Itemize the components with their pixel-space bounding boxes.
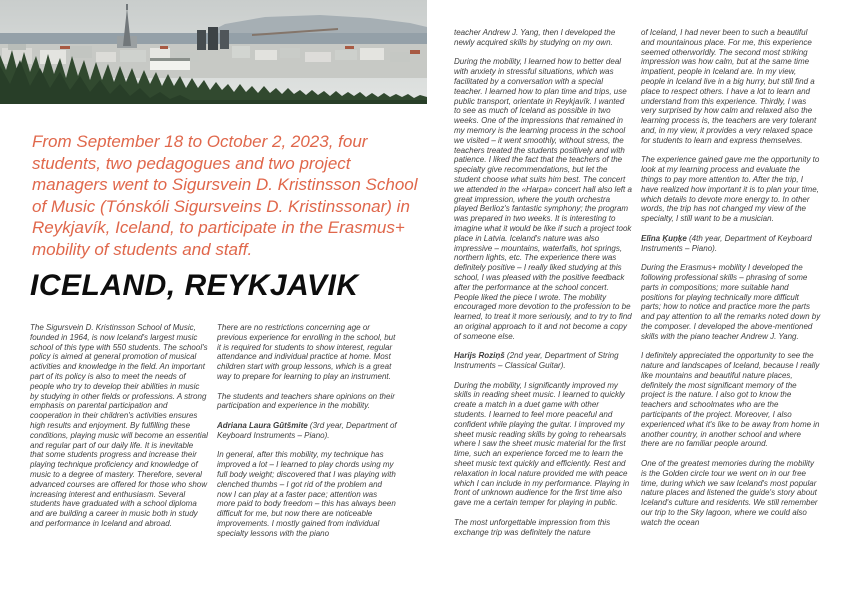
paragraph: [454, 518, 633, 538]
paragraph-text: (4th year, Department of Keyboard Instruments – Piano).: [641, 233, 812, 253]
paragraph-text: There are no restrictions concerning age or previous experience for enrolling in the school, but it is required for students to show interest, regular attendance and individual practice at home. Most children start with group lessons, which is a great way to prepare for learning to play an instrument.: [217, 323, 396, 381]
paragraph-text: I definitely appreciated the opportunity to see the nature and landscapes of Iceland, because I really like mountains and beautiful nature places, definitely the most significant memory of the project is the nature. I also got to know the teachers and schoolmates who are the participants of the project. Moreover, I also experienced what it's like to be away from home in another country, in another school and where there are no familiar people around.: [641, 351, 820, 449]
paragraph-text: During the mobility, I significantly improved my skills in reading sheet music. I learned to quickly create a match in a duet game with other students. I learned to feel more peaceful and confident while playing the guitar. I improved my sheet music reading skills by going to rehearsals where I saw the sheet music material for the first time, such an experience forced me to learn the sheet music text quickly and efficiently. Rest and relaxation in local nature provided me with peace which I can include in my performance. Playing in front of unknown audience for the first time also gave me a certain temper for playing in public.: [454, 380, 630, 508]
contributor-name: Harijs Roziņš: [454, 351, 507, 361]
paragraph: [217, 421, 397, 441]
text-column-1: [30, 323, 208, 529]
paragraph: [454, 351, 633, 371]
paragraph: [217, 450, 397, 538]
paragraph-text: (2nd year, Department of String Instruments – Classical Guitar).: [454, 351, 619, 371]
paragraph: [30, 323, 208, 529]
paragraph: [217, 392, 397, 412]
cityscape-illustration: [0, 0, 427, 104]
paragraph-text: of Iceland, I had never been to such a beautiful and mountainous place. For me, this experience seemed otherworldly. The second most striking impression was how calm, but at the same time impatient, people in Iceland are. In my view, people in Iceland live in a big hurry, but still find a place to respect others. I have a lot to learn and understand from this experience. Thirdly, I was very surprised by how calm and relaxed also the learning process is, the teachers are very tolerant and, in my view, it provides a very relaxed space for students to learn and express themselves.: [641, 28, 817, 145]
paragraph-text: During the mobility, I learned how to better deal with anxiety in stressful situations, which was facilitated by a conversation with a special teacher. I learned how to plan time and trips, use public transport, orientate in Reykjavík. I wanted to see as much of Iceland as possible in two weeks. One of the impressions that remained in my memory is the learning process in the school we visited – it went smoothly, without stress, the teachers treated the students positively and with patience. I liked the fact that the teachers of the specialty give recommendations, but let the student choose what suits him best. The concert we attended in the «Harpa» concert hall also left a great impression, where the youth orchestra played Berlioz's fantastic symphony; the program was prepared in two weeks. It is interesting to imagine what it would be like if such a project took place in Latvia. Iceland's nature was also impressive – mountains, waterfalls, hot springs, northern lights, etc. The experience there was definitely positive – I really liked studying at this school, I was pleased with the positive feedback after the performance at the school concert. People liked the piece I wrote. The mobility encouraged more devotion to the profession to be learned, to treat it more seriously, and to try to find an original approach to it and not become a copy of someone else.: [454, 57, 632, 341]
text-column-4: [641, 28, 821, 588]
contributor-name: Adriana Laura Gūtšmite: [217, 420, 310, 430]
paragraph-text: (3rd year, Department of Keyboard Instruments – Piano).: [217, 420, 397, 440]
paragraph: [454, 28, 633, 48]
dark-towers: [197, 27, 229, 50]
paragraph: [641, 263, 821, 341]
paragraph: [454, 381, 633, 508]
paragraph-text: The most unforgettable impression from this exchange trip was definitely the nature: [454, 517, 611, 537]
paragraph-text: teacher Andrew J. Yang, then I developed the newly acquired skills by studying on my own.: [454, 28, 616, 47]
paragraph: [454, 57, 633, 341]
text-column-3: [454, 28, 633, 588]
contributor-name: Elīna Ķuņķe: [641, 233, 690, 243]
paragraph: [641, 351, 821, 449]
paragraph-text: The experience gained gave me the opportunity to look at my learning process and evaluate the things to pay more attention to. After the trip, I have realized how important it is to plan your time, which details to devote more energy to. In other words, the trip has not changed my view of the specialty, I still want to be a musician.: [641, 155, 820, 224]
paragraph: [217, 323, 397, 382]
paragraph-text: The students and teachers share opinions on their participation and experience in the mobility.: [217, 391, 395, 411]
paragraph: [641, 28, 821, 146]
intro-paragraph: From September 18 to October 2, 2023, four students, two pedagogues and two project managers went to Sigursvein D. Kristinsson School of Music (Tónskóli Sigursveins D. Kristinssonar) in Reykjavík, Iceland, to participate in the Erasmus+ mobility of students and staff.: [32, 132, 418, 259]
paragraph-text: During the Erasmus+ mobility I developed the following professional skills – phrasing of some parts in compositions; more suitable hand positions for playing technically more difficult parts; how to notice and practice more the parts and pay attention to all the remarks noted down by the composer. I developed the above-mentioned skills with the piano teacher Andrew J. Yang.: [641, 263, 821, 341]
paragraph: [641, 155, 821, 224]
paragraph-text: In general, after this mobility, my technique has improved a lot – I learned to play chords using my full body weight; discovered that I was playing with clenched thumbs – I got rid of the problem and now I can play at a faster pace; attention was more paid to body freedom – this has always been difficult for me, but now there are noticeable improvements. I mostly gained from individual specialty lessons with the piano: [217, 450, 396, 538]
page-title: ICELAND, REYKJAVIK: [30, 269, 359, 302]
reykjavik-cityscape-photo: [0, 0, 427, 104]
paragraph-text: One of the greatest memories during the mobility is the Golden circle tour we went on in our free time, during which we saw Iceland's most popular nature places and listened the guide's story about Iceland's culture and residents. We still remember our trip to the Sky lagoon, where we could also watch the ocean: [641, 459, 818, 527]
text-column-2: [217, 323, 397, 539]
paragraph: [641, 234, 821, 254]
paragraph-text: The Sigursvein D. Kristinsson School of Music, founded in 1964, is now Iceland's largest music school of this type with 550 students. The school's policy is aimed at general promotion of musical activities and knowledge in the field. An important part of its policy is also to meet the needs of people who try to develop their abilities in music by studying in other fields or professions. A strong emphasis on parental participation and cooperation in their children's activities ensures high results and enjoyment. By fulfilling these conditions, playing music will become an essential and regular part of our daily life. It is inevitable that some students progress and increase their playing technique proficiency and knowledge of music to a degree of mastery. Therefore, several advanced courses are offered for those who show increasing interest and enthusiasm. Several students have graduated with a school diploma and are building a career in music both in study and performance in Iceland and abroad.: [30, 323, 208, 528]
paragraph: [641, 459, 821, 528]
